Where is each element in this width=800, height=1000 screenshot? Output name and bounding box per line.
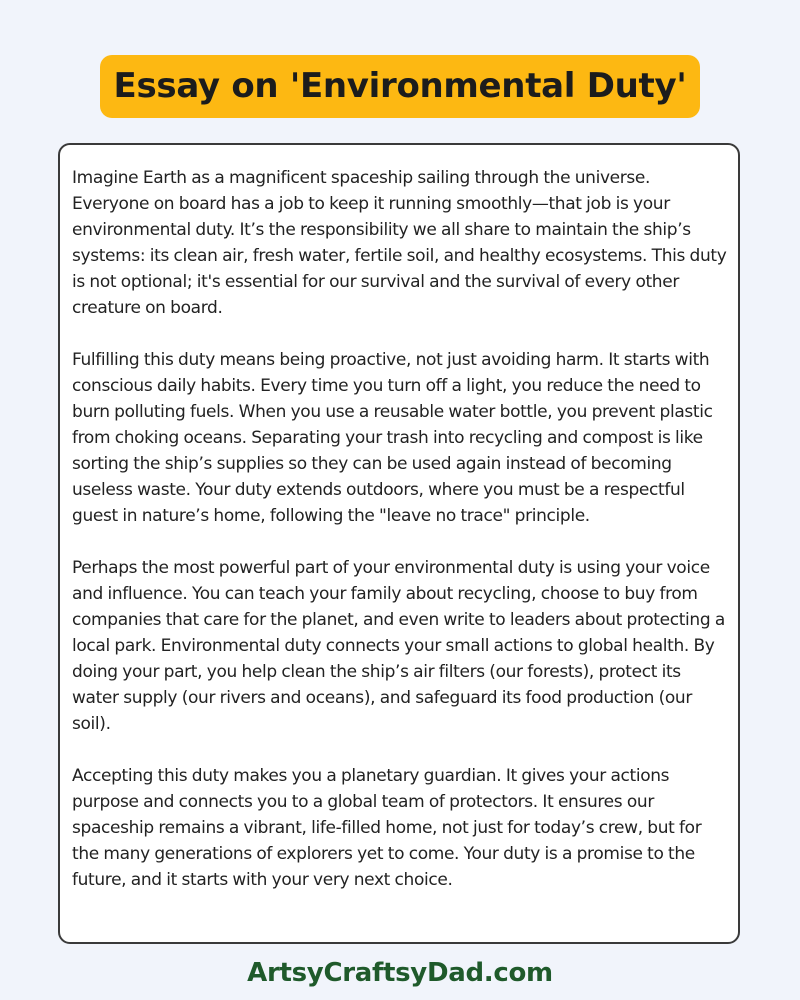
essay-paragraph-2: Fulfilling this duty means being proactive, not just avoiding harm. It starts with conscious daily habits. Every time you turn off a light, you reduce the need to burn polluting fuels. When you use a reusable water bottle, you prevent plastic from choking oceans. Separating your trash into recycling and compost is like sorting the ship’s supplies so they can be used again instead of becoming useless waste. Your duty extends outdoors, where you must be a respectful guest in nature’s home, following the "leave no trace" principle. xyxy=(72,350,713,526)
essay-paragraph-4: Accepting this duty makes you a planetary guardian. It gives your actions purpose and connects you to a global team of protectors. It ensures our spaceship remains a vibrant, life-filled home, not just for today’s crew, but for the many generations of explorers yet to come. Your duty is a promise to the future, and it starts with your very next choice. xyxy=(72,766,702,890)
title-area xyxy=(0,55,800,118)
essay-card xyxy=(58,143,740,944)
essay-paragraph-1: Imagine Earth as a magnificent spaceship sailing through the universe. Everyone on board has a job to keep it running smoothly—that job is your environmental duty. It’s the responsibility we all share to maintain the ship’s systems: its clean air, fresh water, fertile soil, and healthy ecosystems. This duty is not optional; it's essential for our survival and the survival of every other creature on board. xyxy=(72,168,727,318)
page-title: Essay on 'Environmental Duty' xyxy=(100,55,701,118)
footer-brand: ArtsyCraftsyDad.com xyxy=(247,958,553,988)
essay-paragraph-3: Perhaps the most powerful part of your environmental duty is using your voice and influence. You can teach your family about recycling, choose to buy from companies that care for the planet, and even write to leaders about protecting a local park. Environmental duty connects your small actions to global health. By doing your part, you help clean the ship’s air filters (our forests), protect its water supply (our rivers and oceans), and safeguard its food production (our soil). xyxy=(72,558,725,734)
